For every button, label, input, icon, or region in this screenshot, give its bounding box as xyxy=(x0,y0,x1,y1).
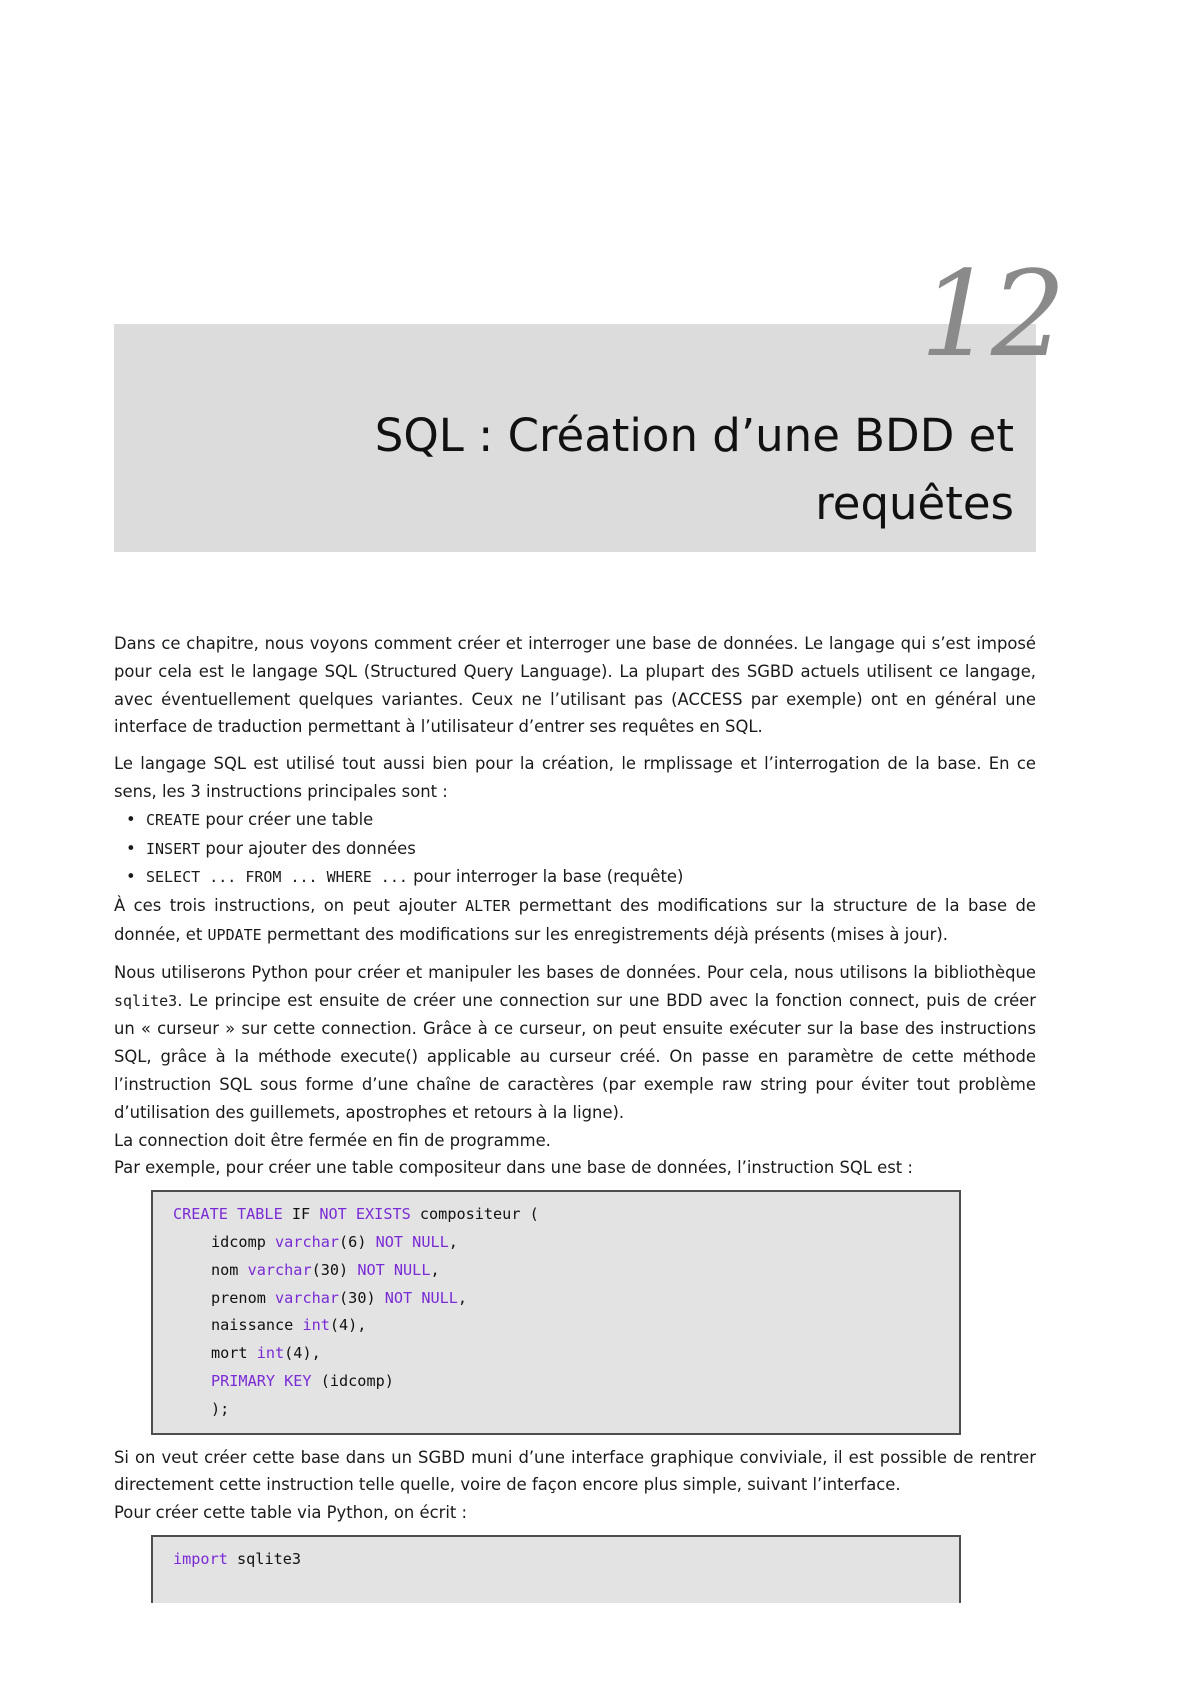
code-text: IF xyxy=(282,1205,320,1224)
code-text: prenom xyxy=(211,1288,276,1307)
code-text: , xyxy=(448,1232,458,1251)
paragraph-text: . Le principe est ensuite de créer une connection sur une BDD avec la fonction connect, puis de créer un « curseur » sur cette connection. Grâce à ce curseur, on peut ensuite exécuter sur la base des instructions SQL, grâce à la méthode execute() applicable au curseur créé. On passe en paramètre de cette méthode l’instruction SQL sous forme d’une chaîne de caractères (par exemple raw string pour éviter tout problème d’utilisation des guillemets, apostrophes et retours à la ligne). xyxy=(114,990,1036,1122)
code-line xyxy=(173,1340,943,1368)
code-text: sqlite3 xyxy=(227,1549,302,1568)
code-line xyxy=(173,1396,943,1424)
code-line xyxy=(173,1546,943,1574)
code-keyword: NOT NULL xyxy=(375,1232,449,1251)
list-item xyxy=(146,835,1036,864)
code-keyword: import xyxy=(173,1549,228,1568)
paragraph-text: À ces trois instructions, on peut ajouter xyxy=(114,896,466,916)
list-item-text: pour créer une table xyxy=(200,809,374,829)
sql-usage-paragraph: Le langage SQL est utilisé tout aussi bien pour la création, le rmplissage et l’interrogation de la base. En ce sens, les 3 instructions principales sont : xyxy=(114,754,1036,801)
code-keyword: varchar xyxy=(247,1260,312,1279)
code-keyword: PRIMARY KEY xyxy=(211,1371,312,1390)
instruction-list xyxy=(114,806,1036,892)
code-keyword: int xyxy=(302,1316,330,1335)
inline-code: SELECT ... FROM ... WHERE ... xyxy=(146,868,408,887)
code-text: compositeur ( xyxy=(410,1205,539,1224)
inline-code: UPDATE xyxy=(207,925,262,944)
code-text: , xyxy=(457,1288,468,1307)
inline-code: CREATE xyxy=(146,810,201,829)
code-keyword: int xyxy=(256,1344,285,1363)
example-intro-line: Par exemple, pour créer une table compositeur dans une base de données, l’instruction SQL est : xyxy=(114,1158,913,1178)
connection-close-line: La connection doit être fermée en fin de programme. xyxy=(114,1130,551,1150)
sql-code-block xyxy=(151,1190,961,1434)
code-line xyxy=(173,1312,943,1340)
code-line xyxy=(173,1285,943,1313)
code-keyword: NOT EXISTS xyxy=(319,1205,411,1224)
inline-code: sqlite3 xyxy=(114,991,178,1010)
inline-code: INSERT xyxy=(146,839,201,858)
code-text: (30) xyxy=(311,1260,358,1279)
python-create-line: Pour créer cette table via Python, on écrit : xyxy=(114,1503,468,1523)
chapter-title: SQL : Création d’une BDD et requêtes xyxy=(374,409,1014,530)
code-line xyxy=(173,1201,943,1229)
paragraph-text: permettant des modifications sur la structure de la base de donnée, et xyxy=(114,896,1036,944)
list-item-text: pour ajouter des données xyxy=(200,838,416,858)
code-text: naissance xyxy=(211,1316,303,1335)
python-code-block xyxy=(151,1535,961,1603)
inline-code: ALTER xyxy=(465,897,511,916)
list-item xyxy=(146,806,1036,835)
code-text: (4), xyxy=(284,1344,321,1363)
list-item xyxy=(146,863,1036,892)
code-keyword: NOT NULL xyxy=(357,1260,431,1279)
code-line xyxy=(173,1257,943,1285)
code-text: (4), xyxy=(329,1316,367,1335)
code-line xyxy=(173,1368,943,1396)
code-text: idcomp xyxy=(211,1232,276,1251)
gui-paragraph: Si on veut créer cette base dans un SGBD muni d’une interface graphique conviviale, il est possible de rentrer directement cette instruction telle quelle, voire de façon encore plus simple, suivant l’interface. xyxy=(114,1447,1036,1495)
chapter-number: 12 xyxy=(919,245,1062,383)
code-text: mort xyxy=(211,1344,257,1363)
code-keyword: varchar xyxy=(275,1232,340,1251)
chapter-content xyxy=(114,630,1036,1603)
code-text: (6) xyxy=(339,1232,376,1251)
code-text: (idcomp) xyxy=(311,1371,394,1390)
paragraph-text: Nous utiliserons Python pour créer et manipuler les bases de données. Pour cela, nous utilisons la bibliothèque xyxy=(114,962,1036,982)
code-text: , xyxy=(430,1260,440,1279)
python-paragraph xyxy=(114,959,1036,1127)
code-line xyxy=(173,1229,943,1257)
list-item-text: pour interroger la base (requête) xyxy=(407,867,684,887)
intro-paragraph: Dans ce chapitre, nous voyons comment créer et interroger une base de données. Le langage qui s’est imposé pour cela est le langage SQL (Structured Query Language). La plupart des SGBD actuels utilisent ce langage, avec éventuellement quelques variantes. Ceux ne l’utilisant pas (ACCESS par exemple) ont en général une interface de traduction permettant à l’utilisateur d’entrer ses requêtes en SQL. xyxy=(114,634,1036,737)
code-text: ); xyxy=(211,1399,230,1418)
code-keyword: CREATE TABLE xyxy=(173,1205,283,1224)
code-keyword: NOT NULL xyxy=(384,1288,458,1307)
alter-update-paragraph xyxy=(114,892,1036,950)
paragraph-text: permettant des modifications sur les enregistrements déjà présents (mises à jour). xyxy=(261,924,948,944)
code-text: (30) xyxy=(339,1288,385,1307)
code-keyword: varchar xyxy=(275,1288,340,1307)
code-text: nom xyxy=(211,1260,248,1279)
